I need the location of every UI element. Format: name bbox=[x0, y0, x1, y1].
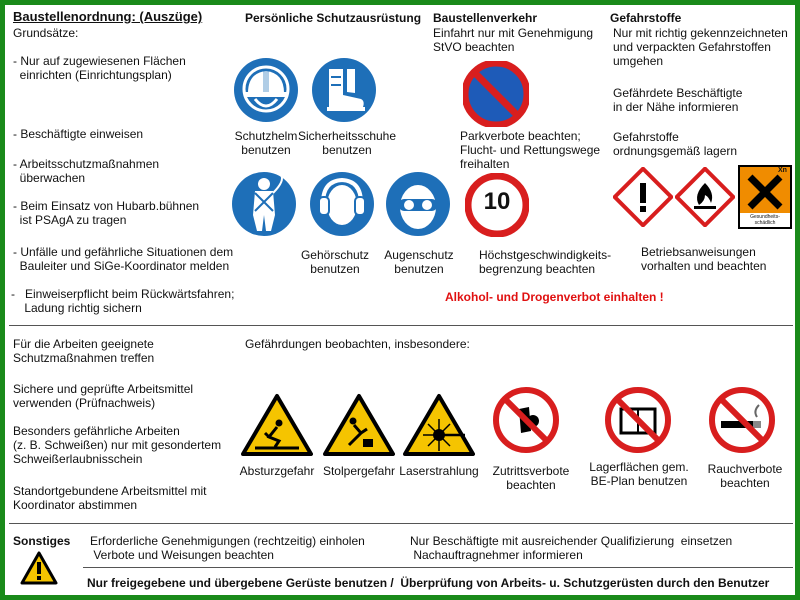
page-title: Baustellenordnung: (Auszüge) bbox=[13, 9, 203, 24]
hazards-heading: Gefährdungen beobachten, insbesondere: bbox=[245, 337, 470, 351]
ghs-flame-icon bbox=[675, 167, 735, 227]
hazmat-header: Gefahrstoffe bbox=[610, 11, 682, 25]
laser-label: Laserstrahlung bbox=[399, 464, 479, 478]
hazmat-use-text: Nur mit richtig gekennzeichneten und verpackten Gefahrstoffen umgehen bbox=[613, 26, 788, 68]
fall-hazard-icon bbox=[241, 393, 313, 457]
divider bbox=[9, 523, 793, 524]
divider bbox=[9, 325, 793, 326]
smoking-label: Rauchverbote beachten bbox=[707, 462, 783, 490]
access-label: Zutrittsverbote beachten bbox=[492, 464, 570, 492]
xn-code: Xn bbox=[778, 167, 787, 174]
scaffold-rule: Nur freigegebene und übergebene Gerüste benutzen / Überprüfung von Arbeits- u. Schutzgerüsten durch den Benutzer bbox=[87, 576, 770, 590]
trip-label: Stolpergefahr bbox=[322, 464, 396, 478]
hazmat-inform-text: Gefährdete Beschäftigte in der Nähe informieren bbox=[613, 86, 743, 114]
fall-label: Absturzgefahr bbox=[239, 464, 315, 478]
misc-heading: Sonstiges bbox=[13, 534, 71, 548]
measures-text: Für die Arbeiten geeignete Schutzmaßnahmen treffen bbox=[13, 337, 155, 365]
psa-header: Persönliche Schutzausrüstung bbox=[245, 11, 422, 25]
eye-protection-icon bbox=[385, 171, 451, 237]
laser-radiation-icon bbox=[403, 393, 475, 457]
hearing-label: Gehörschutz benutzen bbox=[300, 248, 370, 276]
principle-item: - Beim Einsatz von Hubarb.bühnen ist PSAgA zu tragen bbox=[13, 199, 200, 227]
xn-caption: Gesundheits- schädlich bbox=[750, 214, 780, 226]
hazmat-store-text: Gefahrstoffe ordnungsgemäß lagern bbox=[613, 130, 738, 158]
misc-left-text: Erforderliche Genehmigungen (rechtzeitig) einholen Verbote und Weisungen beachten bbox=[90, 534, 365, 562]
no-smoking-sign-icon bbox=[709, 387, 775, 453]
speed-limit-value: 10 bbox=[483, 188, 511, 215]
parking-text: Parkverbote beachten; Flucht- und Rettungswege freihalten bbox=[460, 129, 601, 171]
equipment-text: Sichere und geprüfte Arbeitsmittel verwenden (Prüfnachweis) bbox=[13, 382, 194, 410]
traffic-header: Baustellenverkehr bbox=[433, 11, 538, 25]
divider bbox=[83, 567, 793, 568]
storage-label: Lagerflächen gem. BE-Plan benutzen bbox=[589, 460, 689, 488]
boots-label: Sicherheitsschuhe benutzen bbox=[297, 129, 397, 157]
principle-item: - Nur auf zugewiesenen Flächen einrichten (Einrichtungsplan) bbox=[13, 54, 186, 82]
alcohol-drug-ban: Alkohol- und Drogenverbot einhalten ! bbox=[445, 290, 664, 304]
principle-item: - Arbeitsschutzmaßnahmen überwachen bbox=[13, 157, 160, 185]
fall-protection-harness-icon bbox=[231, 171, 297, 237]
principle-item: - Einweiserpflicht beim Rückwärtsfahren; Ladung richtig sichern bbox=[11, 287, 235, 315]
trip-hazard-icon bbox=[323, 393, 395, 457]
speed-text: Höchstgeschwindigkeits- begrenzung beachten bbox=[479, 248, 612, 276]
permit-text: Einfahrt nur mit Genehmigung StVO beachten bbox=[433, 26, 594, 54]
principles-heading: Grundsätze: bbox=[13, 26, 79, 40]
welding-text: Besonders gefährliche Arbeiten (z. B. Schweißen) nur mit gesondertem Schweißerlaubnisschein bbox=[13, 424, 222, 466]
storage-area-sign-icon bbox=[605, 387, 671, 453]
eyes-label: Augenschutz benutzen bbox=[384, 248, 454, 276]
general-warning-icon bbox=[20, 551, 58, 585]
principle-item: - Unfälle und gefährliche Situationen dem Bauleiter und SiGe-Koordinator melden bbox=[13, 245, 234, 273]
principle-item: - Beschäftigte einweisen bbox=[13, 127, 144, 141]
helmet-label: Schutzhelm benutzen bbox=[234, 129, 298, 157]
safety-helmet-icon bbox=[233, 57, 299, 123]
instructions-text: Betriebsanweisungen vorhalten und beachten bbox=[641, 245, 767, 273]
no-entry-sign-icon bbox=[493, 387, 559, 453]
safety-boots-icon bbox=[311, 57, 377, 123]
ghs-exclamation-icon bbox=[613, 167, 673, 227]
no-parking-sign-icon bbox=[463, 61, 529, 127]
hearing-protection-icon bbox=[309, 171, 375, 237]
misc-right-text: Nur Beschäftigte mit ausreichender Qualifizierung einsetzen Nachauftragnehmer informieren bbox=[410, 534, 733, 562]
coordination-text: Standortgebundene Arbeitsmittel mit Koordinator abstimmen bbox=[13, 484, 207, 512]
